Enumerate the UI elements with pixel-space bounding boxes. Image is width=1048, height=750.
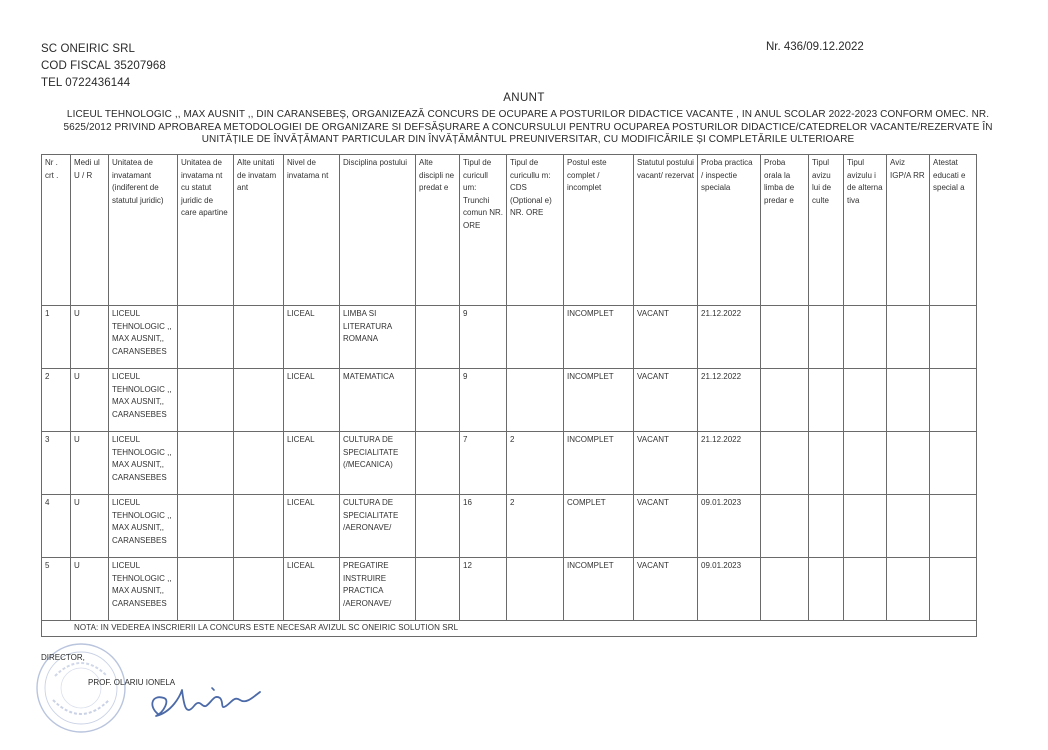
header-aviz-igp: Aviz IGP/A RR — [887, 155, 930, 306]
table-cell — [234, 369, 284, 432]
table-cell — [930, 495, 977, 558]
table-cell — [416, 432, 460, 495]
table-cell — [887, 495, 930, 558]
table-cell — [844, 432, 887, 495]
table-row — [42, 369, 977, 432]
table-cell — [887, 432, 930, 495]
table-cell — [761, 495, 809, 558]
table-cell: 16 — [460, 495, 507, 558]
table-cell — [930, 306, 977, 369]
table-cell: LICEAL — [284, 369, 340, 432]
table-cell — [507, 369, 564, 432]
table-cell: 09.01.2023 — [698, 558, 761, 621]
table-cell — [416, 306, 460, 369]
table-cell: COMPLET — [564, 495, 634, 558]
header-nivel: Nivel de invatama nt — [284, 155, 340, 306]
header-disciplina: Disciplina postului — [340, 155, 416, 306]
table-cell: 09.01.2023 — [698, 495, 761, 558]
table-cell — [178, 558, 234, 621]
director-name: PROF. OLARIU IONELA — [88, 678, 176, 687]
table-cell: CULTURA DE SPECIALITATE /AERONAVE/ — [340, 495, 416, 558]
table-cell: VACANT — [634, 495, 698, 558]
table-cell: 21.12.2022 — [698, 432, 761, 495]
table-cell — [178, 495, 234, 558]
table-cell: LICEUL TEHNOLOGIC ,, MAX AUSNIT,, CARANSEBES — [109, 432, 178, 495]
table-cell — [507, 306, 564, 369]
table-cell: INCOMPLET — [564, 432, 634, 495]
header-complet: Postul este complet / incomplet — [564, 155, 634, 306]
table-cell — [809, 369, 844, 432]
table-cell — [930, 369, 977, 432]
table-body — [42, 306, 977, 637]
table-cell — [887, 558, 930, 621]
announcement-description: LICEUL TEHNOLOGIC ,, MAX AUSNIT ,, DIN CARANSEBEȘ, ORGANIZEAZĂ CONCURS DE OCUPARE A POSTURILOR DIDACTICE VACANTE , IN ANUL SCOLAR 2022-2023 CONFORM OMEC. NR. 5625/2012 PRIVIND APROBAREA METODOLOGIEI DE ORGANIZARE SI DEFSĂȘURARE A CONCURSULUI PENTRU OCUPAREA POSTURILOR DIDACTICE/CATEDRELOR VACANTE/REZERVATE ÎN UNITĂȚILE DE ÎNVĂȚĂMANT PARTICULAR DIN ÎNVĂȚĂMÂNTUL PREUNIVERSITAR, CU MODIFICĂRILE ȘI COMPLETĂRILE ULTERIOARE — [63, 109, 993, 145]
table-cell: U — [71, 495, 109, 558]
table-cell: LICEAL — [284, 432, 340, 495]
header-alte-unitati: Alte unitati de invatam ant — [234, 155, 284, 306]
header-trunchi-comun: Tipul de curicull um: Trunchi comun NR. ORE — [460, 155, 507, 306]
table-cell: PREGATIRE INSTRUIRE PRACTICA /AERONAVE/ — [340, 558, 416, 621]
document-number: Nr. 436/09.12.2022 — [766, 41, 864, 53]
company-phone: TEL 0722436144 — [41, 77, 131, 89]
note-row — [42, 621, 977, 637]
table-cell — [930, 432, 977, 495]
table-cell: U — [71, 306, 109, 369]
header-proba-orala: Proba orala la limba de predar e — [761, 155, 809, 306]
header-cds: Tipul de curicullu m: CDS (Optional e) NR. ORE — [507, 155, 564, 306]
table-cell: INCOMPLET — [564, 306, 634, 369]
table-cell — [887, 369, 930, 432]
table-cell — [234, 306, 284, 369]
table-cell — [809, 495, 844, 558]
table-cell — [234, 432, 284, 495]
table-cell: U — [71, 558, 109, 621]
table-cell — [809, 432, 844, 495]
table-cell — [416, 495, 460, 558]
table-cell: LICEAL — [284, 495, 340, 558]
header-statut: Statutul postului vacant/ rezervat — [634, 155, 698, 306]
table-cell — [761, 369, 809, 432]
header-alte-discipline: Alte discipli ne predat e — [416, 155, 460, 306]
table-cell — [844, 558, 887, 621]
table-cell — [761, 306, 809, 369]
table-cell — [416, 369, 460, 432]
table-cell: U — [71, 432, 109, 495]
table-cell: 2 — [507, 432, 564, 495]
table-cell: INCOMPLET — [564, 558, 634, 621]
document-title: ANUNT — [503, 92, 545, 104]
header-aviz-alternativa: Tipul avizulu i de alterna tiva — [844, 155, 887, 306]
table-cell: LICEUL TEHNOLOGIC ,, MAX AUSNIT,, CARANSEBES — [109, 558, 178, 621]
table-cell — [887, 306, 930, 369]
table-row — [42, 558, 977, 621]
table-cell — [234, 495, 284, 558]
table-row — [42, 432, 977, 495]
table-cell: 9 — [460, 306, 507, 369]
director-label: DIRECTOR, — [41, 653, 85, 662]
table-cell — [761, 558, 809, 621]
table-cell: U — [71, 369, 109, 432]
table-cell: LIMBA SI LITERATURA ROMANA — [340, 306, 416, 369]
table-cell: VACANT — [634, 369, 698, 432]
table-cell — [178, 369, 234, 432]
table-cell: 4 — [42, 495, 71, 558]
table-cell: VACANT — [634, 558, 698, 621]
table-cell: LICEUL TEHNOLOGIC ,, MAX AUSNIT,, CARANSEBES — [109, 495, 178, 558]
director-signature — [142, 676, 272, 724]
header-unitatea-statut: Unitatea de invatama nt cu statut juridic de care apartine — [178, 155, 234, 306]
table-cell — [844, 495, 887, 558]
table-row — [42, 306, 977, 369]
table-cell: VACANT — [634, 306, 698, 369]
table-cell: 21.12.2022 — [698, 306, 761, 369]
table-cell: 2 — [507, 495, 564, 558]
table-cell — [930, 558, 977, 621]
header-nr-crt: Nr . crt . — [42, 155, 71, 306]
table-note: NOTA: IN VEDEREA INSCRIERII LA CONCURS ESTE NECESAR AVIZUL SC ONEIRIC SOLUTION SRL — [42, 621, 977, 637]
table-row — [42, 495, 977, 558]
table-cell — [416, 558, 460, 621]
header-atestat: Atestat educati e special a — [930, 155, 977, 306]
header-mediul: Medi ul U / R — [71, 155, 109, 306]
table-cell: CULTURA DE SPECIALITATE (/MECANICA) — [340, 432, 416, 495]
table-cell: LICEUL TEHNOLOGIC ,, MAX AUSNIT,, CARANSEBES — [109, 369, 178, 432]
table-cell: MATEMATICA — [340, 369, 416, 432]
table-cell: LICEAL — [284, 306, 340, 369]
table-cell: 2 — [42, 369, 71, 432]
table-cell: 9 — [460, 369, 507, 432]
table-cell — [844, 369, 887, 432]
table-cell — [234, 558, 284, 621]
table-cell: 1 — [42, 306, 71, 369]
table-cell: VACANT — [634, 432, 698, 495]
header-aviz-culte: Tipul avizu lui de culte — [809, 155, 844, 306]
company-name: SC ONEIRIC SRL — [41, 43, 136, 55]
table-cell: 5 — [42, 558, 71, 621]
header-unitatea: Unitatea de invatamant (indiferent de statutul juridic) — [109, 155, 178, 306]
table-cell: LICEUL TEHNOLOGIC ,, MAX AUSNIT,, CARANSEBES — [109, 306, 178, 369]
table-cell: INCOMPLET — [564, 369, 634, 432]
table-cell — [809, 306, 844, 369]
table-cell — [844, 306, 887, 369]
table-cell: 7 — [460, 432, 507, 495]
table-cell — [178, 306, 234, 369]
positions-table — [41, 154, 977, 637]
table-cell — [178, 432, 234, 495]
table-header-row — [42, 155, 977, 306]
table-cell: 21.12.2022 — [698, 369, 761, 432]
table-cell — [761, 432, 809, 495]
header-proba-practica: Proba practica / inspectie speciala — [698, 155, 761, 306]
company-fiscal-code: COD FISCAL 35207968 — [41, 60, 166, 72]
table-cell — [507, 558, 564, 621]
table-cell: 12 — [460, 558, 507, 621]
table-cell: LICEAL — [284, 558, 340, 621]
table-cell: 3 — [42, 432, 71, 495]
table-cell — [809, 558, 844, 621]
company-info — [41, 41, 166, 92]
